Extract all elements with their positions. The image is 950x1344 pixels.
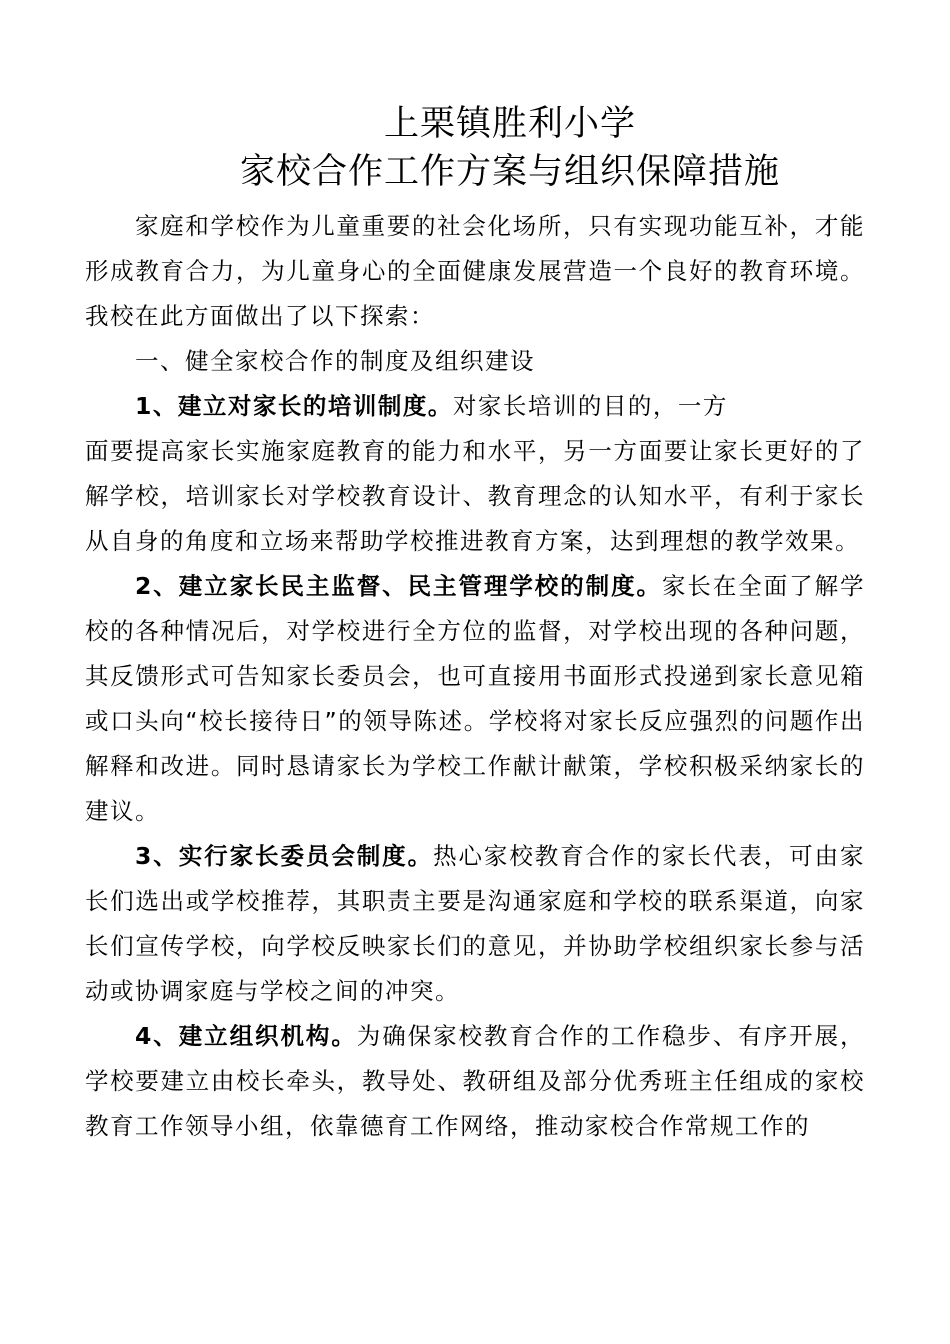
intro-paragraph: 家庭和学校作为儿童重要的社会化场所，只有实现功能互补，才能形成教育合力，为儿童身心的全面健康发展营造一个良好的教育环境。我校在此方面做出了以下探索：	[85, 212, 865, 330]
document-title	[0, 100, 950, 196]
item-1-text: 面要提高家长实施家庭教育的能力和水平，另一方面要让家长更好的了解学校，培训家长对学校教育设计、教育理念的认知水平，有利于家长从自身的角度和立场来帮助学校推进教育方案，达到理想的教学效果。	[85, 437, 865, 555]
item-1-lead: 1、建立对家长的培训制度。	[135, 392, 453, 420]
item-3-lead: 3、实行家长委员会制度。	[135, 842, 434, 870]
item-2-text: 家长在全面了解学校的各种情况后，对学校进行全方位的监督，对学校出现的各种问题，其反馈形式可告知家长委员会，也可直接用书面形式投递到家长意见箱或口头向“校长接待日”的领导陈述。学校将对家长反应强烈的问题作出解释和改进。同时恳请家长为学校工作献计献策，学校积极采纳家长的建议。	[85, 572, 866, 825]
section-heading: 一、健全家校合作的制度及组织建设	[135, 347, 535, 375]
item-2	[85, 564, 865, 834]
item-3-text: 热心家校教育合作的家长代表，可由家长们选出或学校推荐，其职责主要是沟通家庭和学校的联系渠道，向家长们宣传学校，向学校反映家长们的意见，并协助学校组织家长参与活动或协调家庭与学校之间的冲突。	[85, 842, 865, 1005]
item-4-text: 为确保家校教育合作的工作稳步、有序开展，学校要建立由校长牵头，教导处、教研组及部分优秀班主任组成的家校教育工作领导小组，依靠德育工作网络，推动家校合作常规工作的	[85, 1022, 866, 1140]
document-body	[85, 204, 865, 1149]
item-3	[85, 834, 865, 1014]
item-1-first-line	[85, 384, 865, 429]
item-1-first-line-rest: 对家长培训的目的，一方	[452, 392, 728, 420]
item-4	[85, 1014, 865, 1149]
item-2-lead: 2、建立家长民主监督、民主管理学校的制度。	[135, 572, 662, 600]
title-plan-name: 家校合作工作方案与组织保障措施	[239, 152, 780, 192]
title-school-name: 上栗镇胜利小学	[383, 104, 636, 144]
item-4-lead: 4、建立组织机构。	[135, 1022, 357, 1050]
item-1	[85, 384, 865, 564]
